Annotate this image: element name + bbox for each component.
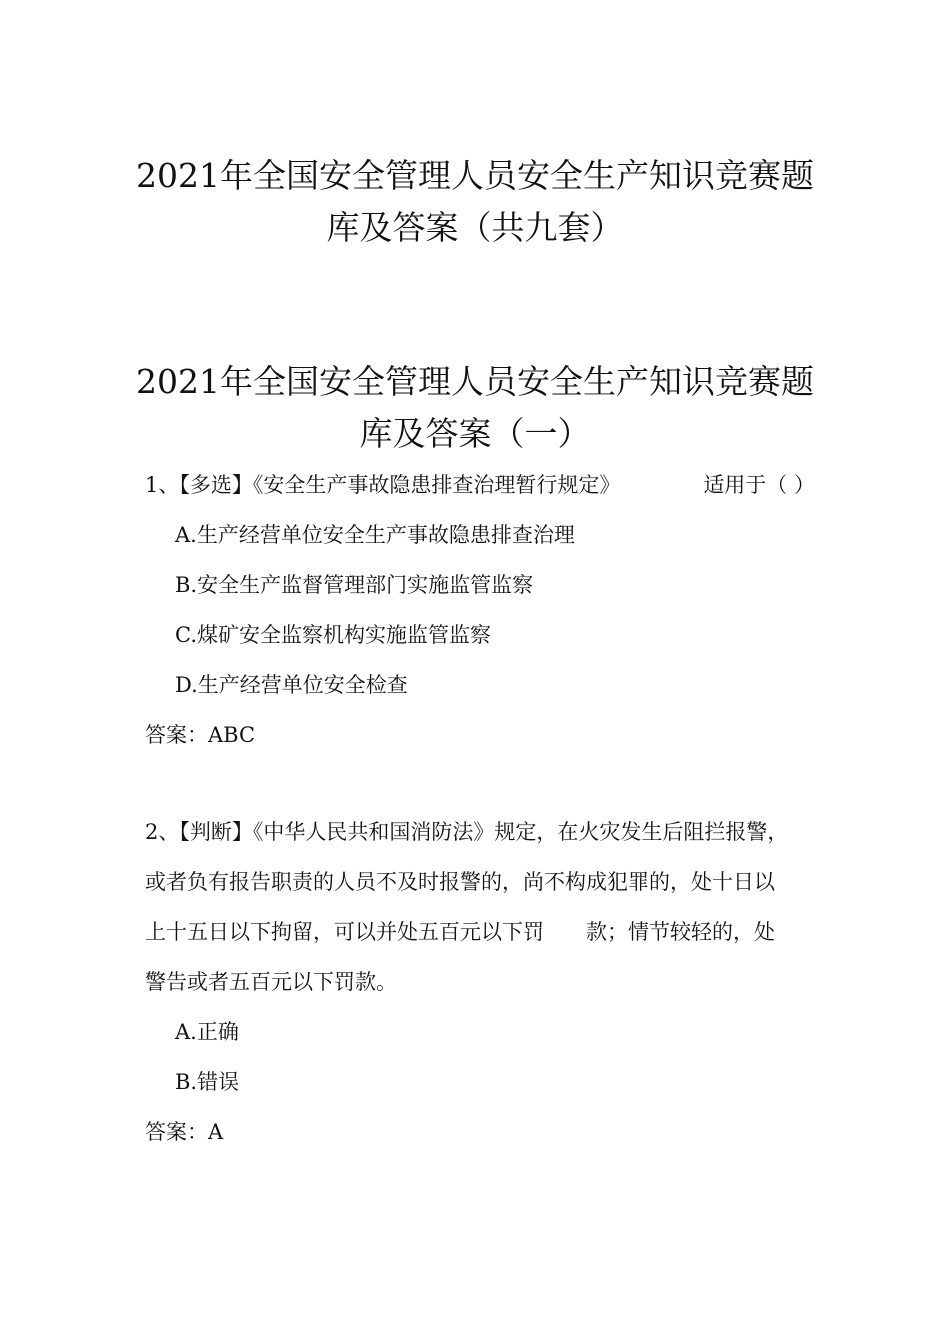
document-title-line-1: 2021年全国安全管理人员安全生产知识竞赛题 — [136, 156, 814, 195]
question-2 — [145, 807, 815, 1157]
question-1-option-c: C.煤矿安全监察机构实施监管监察 — [175, 623, 491, 647]
question-1-option-a: A.生产经营单位安全生产事故隐患排查治理 — [175, 523, 575, 547]
question-2-stem-line-1: 2、【判断】《中华人民共和国消防法》规定，在火灾发生后阻拦报警， — [145, 820, 789, 844]
question-2-option-a: A.正确 — [175, 1020, 239, 1044]
question-2-stem-line-4: 警告或者五百元以下罚款。 — [145, 970, 397, 994]
question-1-stem — [145, 460, 815, 510]
question-2-stem-line-2: 或者负有报告职责的人员不及时报警的，尚不构成犯罪的，处十日以 — [145, 870, 775, 894]
question-1-stem-text: 1、【多选】《安全生产事故隐患排查治理暂行规定》 — [145, 473, 621, 497]
section-title-line-2: 库及答案（一） — [359, 414, 591, 453]
question-1-answer: 答案：ABC — [145, 723, 256, 747]
question-2-stem-line-3-part-2: 款；情节较轻的，处 — [586, 920, 775, 944]
question-1-option-d: D.生产经营单位安全检查 — [175, 673, 408, 697]
section-title — [0, 356, 950, 460]
document-title — [0, 150, 950, 254]
section-title-line-1: 2021年全国安全管理人员安全生产知识竞赛题 — [136, 362, 814, 401]
question-1 — [145, 460, 815, 760]
document-title-line-2: 库及答案（共九套） — [326, 208, 624, 247]
question-2-stem-line-3-part-1: 上十五日以下拘留，可以并处五百元以下罚 — [145, 920, 544, 944]
question-2-answer: 答案：A — [145, 1120, 224, 1144]
question-1-option-b: B.安全生产监督管理部门实施监管监察 — [175, 573, 534, 597]
question-2-option-b: B.错误 — [175, 1070, 240, 1094]
question-2-stem-line-3 — [145, 907, 815, 957]
question-1-stem-suffix: 适用于（ ） — [703, 473, 815, 497]
